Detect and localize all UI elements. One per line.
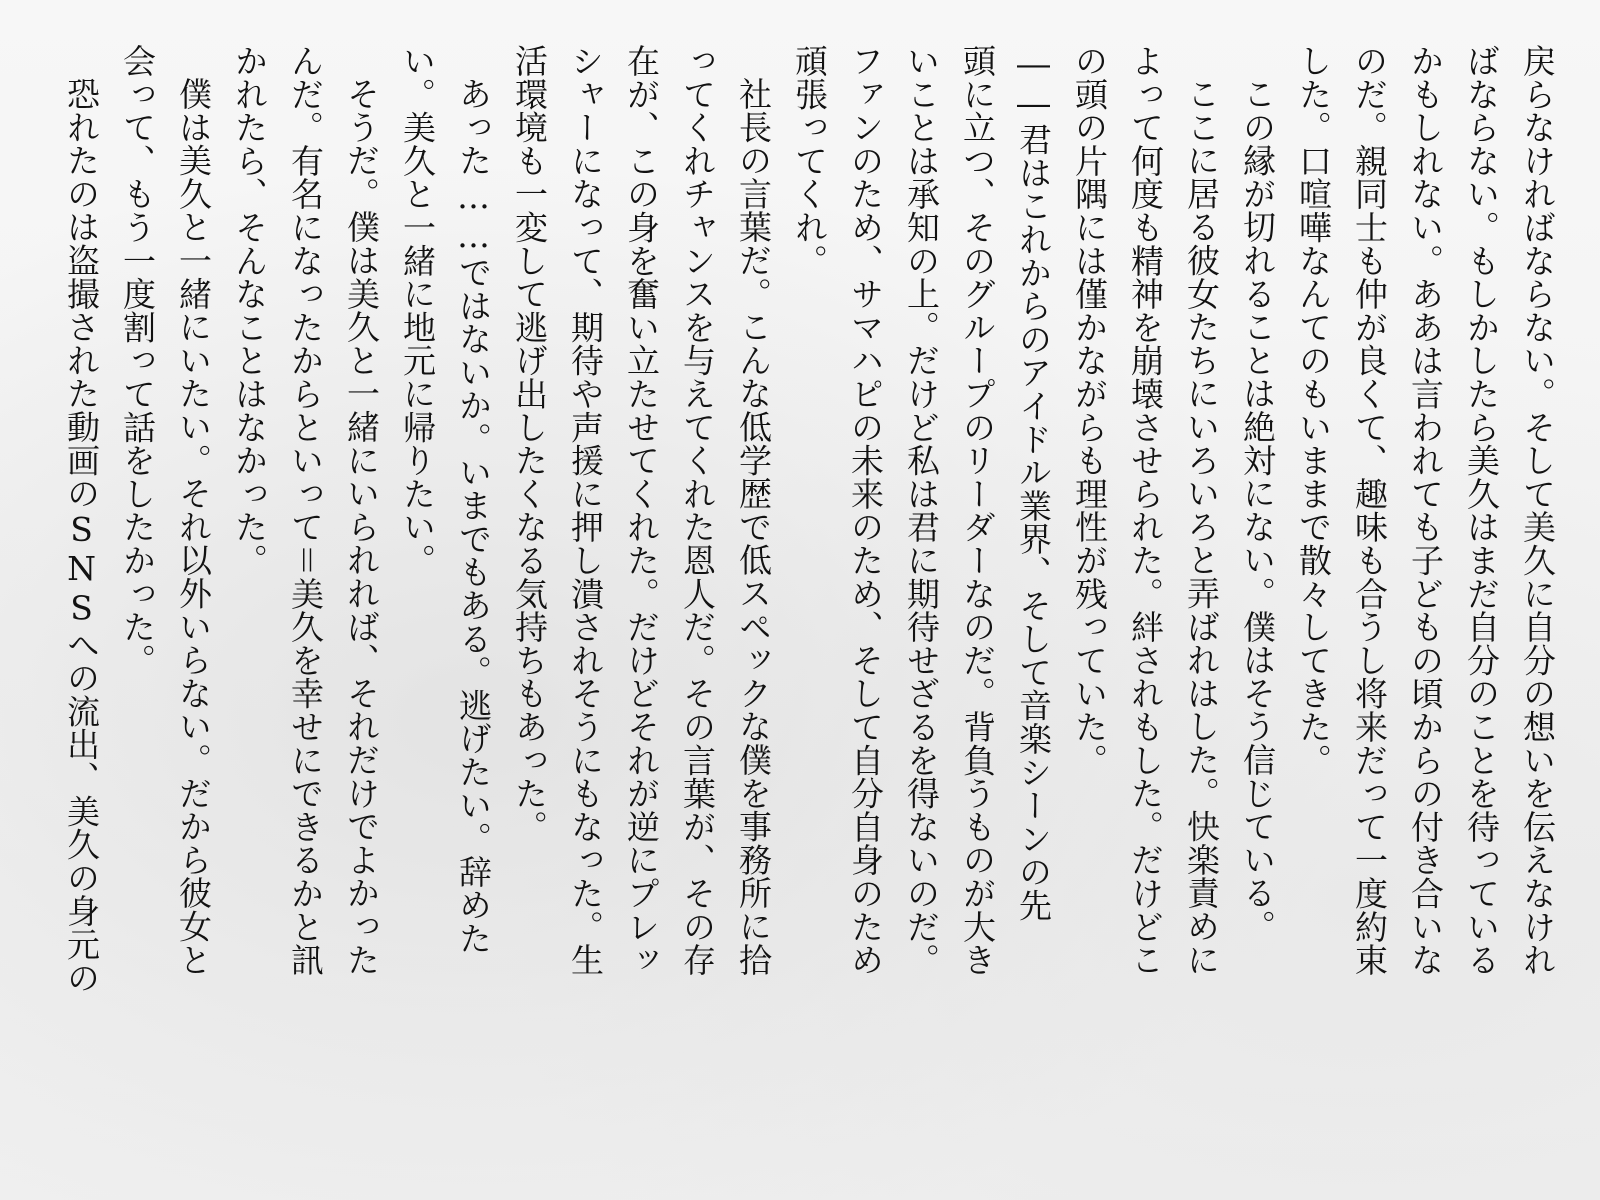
text-column: シャーになって、期待や声援に押し潰されそうにもなった。生 <box>566 44 605 977</box>
text-column: した。口喧嘩なんてのもいままで散々してきた。 <box>1294 44 1333 777</box>
text-column: 僕は美久と一緒にいたい。それ以外いらない。だから彼女と <box>174 77 213 977</box>
text-column: かれたら、そんなことはなかった。 <box>230 44 269 577</box>
text-column: あった……ではないか。いまでもある。逃げたい。辞めた <box>454 77 493 955</box>
text-column: この縁が切れることは絶対にない。僕はそう信じている。 <box>1238 77 1277 943</box>
text-column: そうだ。僕は美久と一緒にいられれば、それだけでよかった <box>342 77 381 977</box>
text-column: ――君はこれからのアイドル業界、そして音楽シーンの先 <box>1014 44 1053 922</box>
text-column: ここに居る彼女たちにいろいろと弄ばれはした。快楽責めに <box>1182 77 1221 977</box>
text-column: 社長の言葉だ。こんな低学歴で低スペックな僕を事務所に拾 <box>734 77 773 977</box>
text-column: 在が、この身を奮い立たせてくれた。だけどそれが逆にプレッ <box>622 44 661 977</box>
text-column: 頑張ってくれ。 <box>790 44 829 278</box>
text-column: いことは承知の上。だけど私は君に期待せざるを得ないのだ。 <box>902 44 941 977</box>
text-column: の頭の片隅には僅かながらも理性が残っていた。 <box>1070 44 1109 777</box>
text-column: い。美久と一緒に地元に帰りたい。 <box>398 44 437 577</box>
text-column: のだ。親同士も仲が良くて、趣味も合うし将来だって一度約束 <box>1350 44 1389 977</box>
text-column: ファンのため、サマハピの未来のため、そして自分自身のため <box>846 44 885 977</box>
text-column: よって何度も精神を崩壊させられた。絆されもした。だけどこ <box>1126 44 1165 977</box>
text-column: ってくれチャンスを与えてくれた恩人だ。その言葉が、その存 <box>678 44 717 977</box>
text-column: ばならない。もしかしたら美久はまだ自分のことを待っている <box>1462 44 1501 977</box>
text-column: 頭に立つ、そのグループのリーダーなのだ。背負うものが大き <box>958 44 997 977</box>
text-column: んだ。有名になったからといって＝美久を幸せにできるかと訊 <box>286 44 325 977</box>
text-column: 活環境も一変して逃げ出したくなる気持ちもあった。 <box>510 44 549 844</box>
text-column: 恐れたのは盗撮された動画のSNSへの流出、美久の身元の <box>62 77 101 995</box>
text-column: かもしれない。ああは言われても子どもの頃からの付き合いな <box>1406 44 1445 977</box>
text-column: 会って、もう一度割って話をしたかった。 <box>118 44 157 677</box>
text-column: 戻らなければならない。そして美久に自分の想いを伝えなけれ <box>1518 44 1557 977</box>
